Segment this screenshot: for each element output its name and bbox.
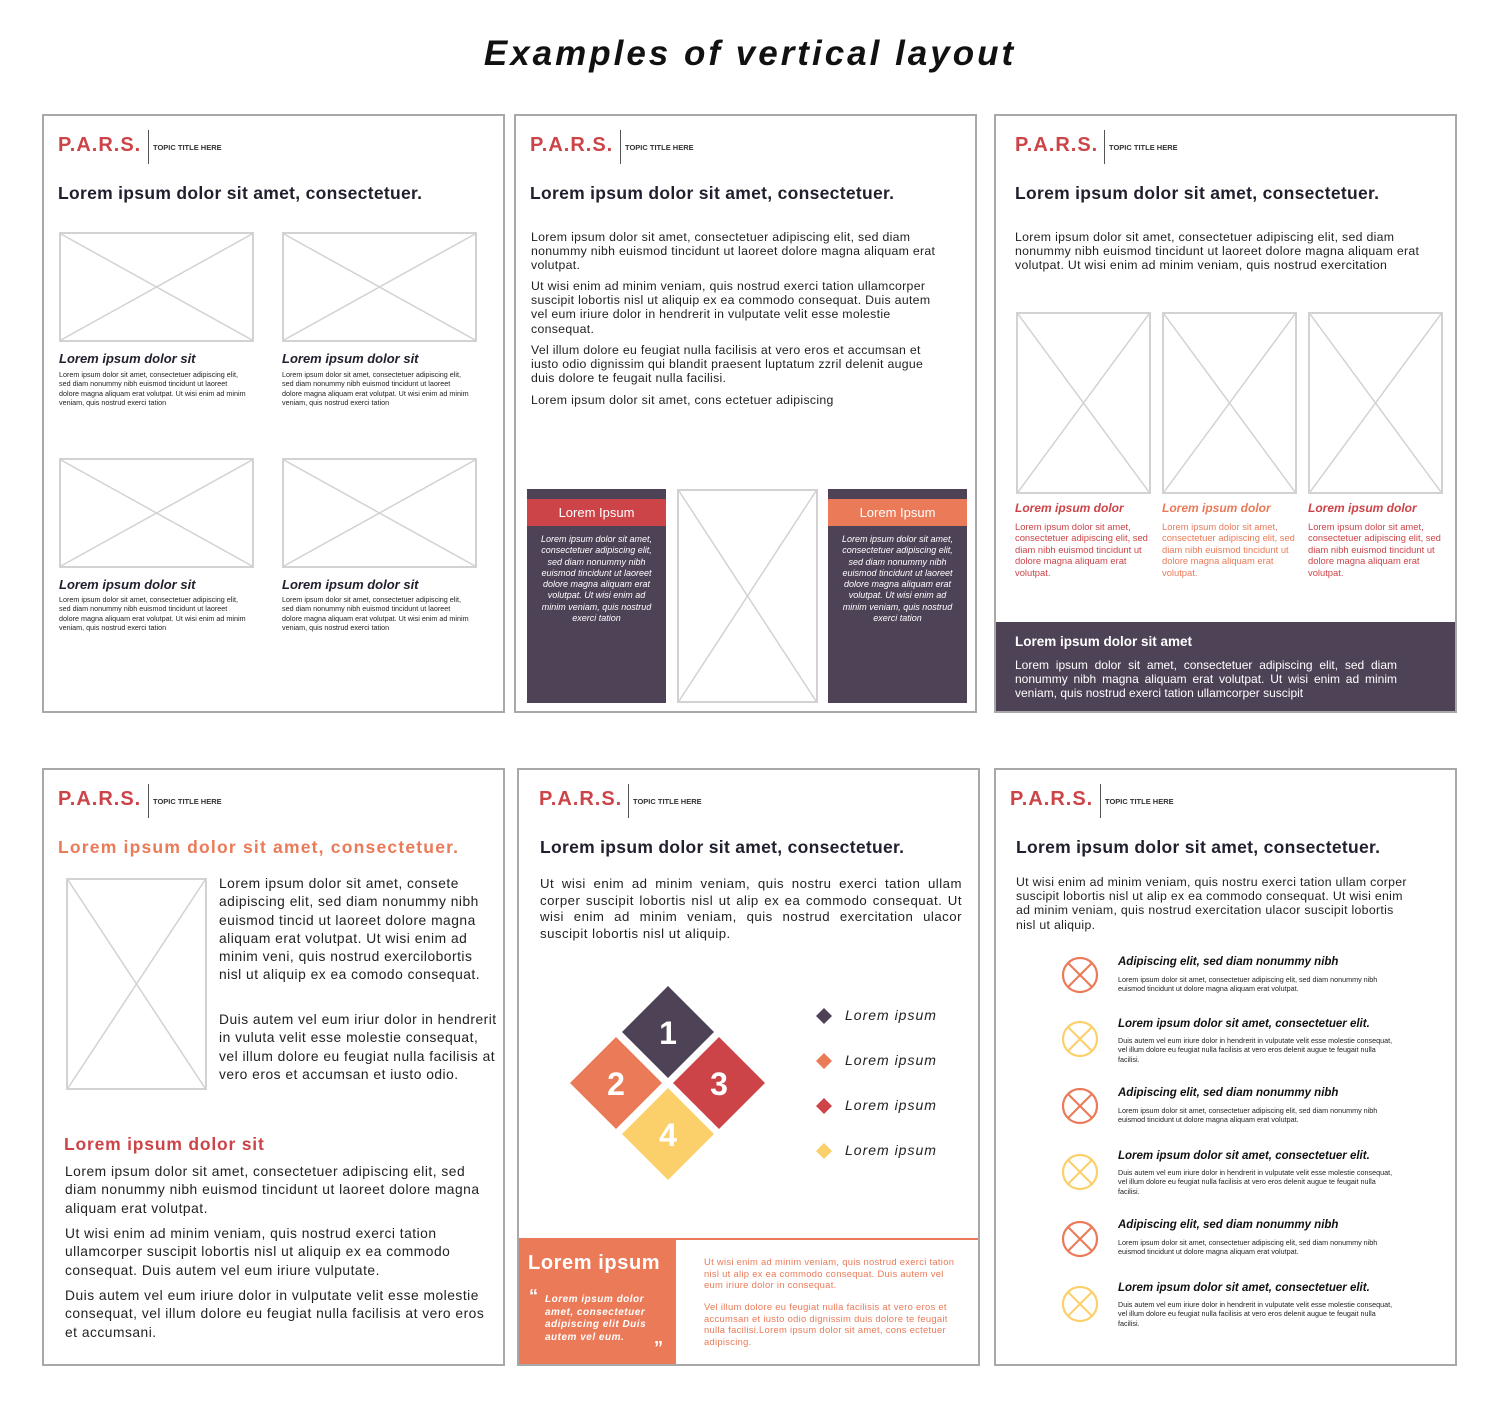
image-placeholder <box>66 878 207 1090</box>
footer-title: Lorem ipsum dolor sit amet <box>1015 634 1193 649</box>
card-caption: Lorem ipsum dolor <box>1162 501 1271 515</box>
topic-title: TOPIC TITLE HERE <box>153 797 222 806</box>
legend-label: Lorem ipsum <box>845 1097 937 1113</box>
panel-heading: Lorem ipsum dolor sit amet, consectetuer. <box>1015 183 1380 203</box>
logo-divider <box>148 130 149 164</box>
close-circle-icon <box>1061 1220 1099 1258</box>
side-paragraph: Lorem ipsum dolor sit amet, consete adipiscing elit, sed diam nonummy nibh euismod tincid ut laoreet dolore magna aliquam erat volutpat. Ut wisi enim ad minim veni, quis nostrud exercilobortis nisl ut aliquip ex ea comodo consequat. <box>219 876 481 983</box>
list-item-title: Lorem ipsum dolor sit amet, consectetuer elit. <box>1118 1018 1370 1030</box>
card-text: Lorem ipsum dolor sit amet, consectetuer adipiscing elit, sed diam nonummy nibh euismod tincidunt ut laoreet dolore magna aliquam erat volutpat. Ut wisi enim ad minim veniam, quis nostrud exerci tation <box>59 595 246 632</box>
logo-divider <box>148 784 149 818</box>
legend-label: Lorem ipsum <box>845 1007 937 1023</box>
legend-diamond-icon <box>815 1142 833 1160</box>
close-circle-icon <box>1061 1153 1099 1191</box>
topic-title: TOPIC TITLE HERE <box>1105 797 1174 806</box>
image-placeholder <box>59 232 254 342</box>
list-item-title: Lorem ipsum dolor sit amet, consectetuer elit. <box>1118 1282 1370 1294</box>
quote-title: Lorem ipsum <box>528 1252 661 1274</box>
image-placeholder <box>1016 312 1151 494</box>
paragraph: Vel illum dolore eu feugiat nulla facilisis at vero eros et accumsan et iusto odio dignissim duis dolore te feugait nulla facilisi.Lorem ipsum dolor sit amet, cons ectetuer adipiscing. <box>704 1301 948 1348</box>
diamond-number: 1 <box>659 1015 677 1051</box>
layout-panel-3 <box>994 114 1457 713</box>
paragraph: Ut wisi enim ad minim veniam, quis nostru exerci tation ullam corper suscipit lobortis nisl ut alip ex ea commodo consequat. Ut wisi enim ad minim veniam, quis nostrud exercitation ulacor suscipit lobortis nisl ut aliquip. <box>540 876 962 941</box>
card-text: Lorem ipsum dolor sit amet, consectetuer adipiscing elit, sed diam nonummy nibh euismod tincidunt ut laoreet dolore magna aliquam erat volutpat. Ut wisi enim ad minim veniam, quis nostrud exerci tation <box>282 595 469 632</box>
close-circle-icon <box>1061 1020 1099 1058</box>
close-quote-icon: ” <box>654 1338 663 1358</box>
image-placeholder <box>282 458 477 568</box>
card-caption: Lorem ipsum dolor sit <box>59 351 196 366</box>
page-title: Examples of vertical layout <box>483 34 1017 73</box>
card-caption: Lorem ipsum dolor sit <box>59 577 196 592</box>
paragraph: Lorem ipsum dolor sit amet, consectetuer adipiscing elit, sed diam nonummy nibh euismod tincidunt ut laoreet dolore magna aliquam erat volutpat. <box>65 1164 480 1216</box>
numbered-diamond-diagram <box>559 980 769 1190</box>
info-box-text: Lorem ipsum dolor sit amet, consectetuer adipiscing elit, sed diam nonummy nibh euismod tincidunt ut laoreet dolore magna aliquam erat volutpat. Ut wisi enim ad minim veniam, quis nostrud exerci tation <box>540 534 653 624</box>
brand-logo: P.A.R.S. <box>530 134 614 156</box>
brand-logo: P.A.R.S. <box>1010 788 1094 810</box>
paragraph: Lorem ipsum dolor sit amet, consectetuer adipiscing elit, sed diam nonummy nibh euismod tincidunt ut laoreet dolore magna aliquam erat volutpat. <box>531 230 936 273</box>
card-caption: Lorem ipsum dolor <box>1308 501 1417 515</box>
image-placeholder <box>1162 312 1297 494</box>
list-item-title: Adipiscing elit, sed diam nonummy nibh <box>1118 1219 1339 1231</box>
diamond-number: 4 <box>659 1117 677 1153</box>
quote-block <box>519 1238 676 1366</box>
layout-panel-5 <box>517 768 980 1366</box>
paragraph: Duis autem vel eum iriure dolor in vulputate velit esse molestie consequat, vel illum dolore eu feugiat nulla facilisis at vero eros et accumsani. <box>65 1288 485 1340</box>
panel-heading: Lorem ipsum dolor sit amet, consectetuer. <box>530 183 895 203</box>
image-placeholder <box>1308 312 1443 494</box>
layout-panel-6 <box>994 768 1457 1366</box>
info-box-title: Lorem Ipsum <box>527 499 666 526</box>
paragraph: Ut wisi enim ad minim veniam, quis nostru exerci tation ullam corper suscipit lobortis nisl ut alip ex ea commodo consequat. Ut wisi enim ad minim veniam, quis nostrud exercitation ulacor suscipit lobortis nisl ut aliquip. <box>1016 875 1407 932</box>
panel-heading: Lorem ipsum dolor sit amet, consectetuer. <box>540 837 905 857</box>
card-text: Lorem ipsum dolor sit amet, consectetuer adipiscing elit, sed diam nonummy nibh euismod tincidunt ut laoreet dolore magna aliquam erat volutpat. Ut wisi enim ad minim veniam, quis nostrud exerci tation <box>59 370 246 407</box>
legend-diamond-icon <box>815 1052 833 1070</box>
brand-logo: P.A.R.S. <box>58 134 142 156</box>
topic-title: TOPIC TITLE HERE <box>625 143 694 152</box>
logo-divider <box>620 130 621 164</box>
info-box-left <box>527 489 666 703</box>
legend-diamond-icon <box>815 1007 833 1025</box>
list-item-text: Duis autem vel eum iriure dolor in hendrerit in vulputate velit esse molestie consequat, vel illum dolore eu feugiat nulla facilisis at vero eros delenit augue te feugait nulla facilisi. <box>1118 1168 1393 1196</box>
close-circle-icon <box>1061 1087 1099 1125</box>
paragraph: Vel illum dolore eu feugiat nulla facilisis at vero eros et accumsan et iusto odio dignissim qui blandit praesent luptatum zzril delenit augue duis dolore te feugait nulla facilisi. <box>531 343 924 386</box>
topic-title: TOPIC TITLE HERE <box>153 143 222 152</box>
card-text: Lorem ipsum dolor sit amet, consectetuer adipiscing elit, sed diam nibh euismod tincidunt ut dolore magna aliquam erat volutpat. <box>1015 521 1148 578</box>
logo-divider <box>628 784 629 818</box>
paragraph: Ut wisi enim ad minim veniam, quis nostrud exerci tation ullamcorper suscipit lobortis nisl ut aliquip ex ea commodo consequat. Duis autem vel eum iriure dolor in hendrerit in vulputate velit esse molestie consequat. <box>531 279 931 336</box>
legend-label: Lorem ipsum <box>845 1142 937 1158</box>
paragraph: Ut wisi enim ad minim veniam, quis nostrud exerci tation nisl ut alip ex ea commodo consequat. Duis autem vel eum iriure dolor in consequat. <box>704 1256 955 1291</box>
topic-title: TOPIC TITLE HERE <box>1109 143 1178 152</box>
diamond-number: 2 <box>607 1066 625 1102</box>
paragraph: Lorem ipsum dolor sit amet, cons ectetuer adipiscing <box>531 393 834 407</box>
close-circle-icon <box>1061 1285 1099 1323</box>
legend-label: Lorem ipsum <box>845 1052 937 1068</box>
card-caption: Lorem ipsum dolor sit <box>282 351 419 366</box>
layout-panel-2 <box>514 114 977 713</box>
list-item-text: Lorem ipsum dolor sit amet, consectetuer adipiscing elit, sed diam nonummy nibh euismod tincidunt ut dolore magna aliquam erat volutpat. <box>1118 975 1378 994</box>
card-text: Lorem ipsum dolor sit amet, consectetuer adipiscing elit, sed diam nibh euismod tincidunt ut dolore magna aliquam erat volutpat. <box>1308 521 1441 578</box>
card-text: Lorem ipsum dolor sit amet, consectetuer adipiscing elit, sed diam nonummy nibh euismod tincidunt ut laoreet dolore magna aliquam erat volutpat. Ut wisi enim ad minim veniam, quis nostrud exerci tation <box>282 370 469 407</box>
diamond-number: 3 <box>710 1066 728 1102</box>
subheading: Lorem ipsum dolor sit <box>64 1134 265 1154</box>
list-item-text: Duis autem vel eum iriure dolor in hendrerit in vulputate velit esse molestie consequat, vel illum dolore eu feugiat nulla facilisis at vero eros delenit augue te feugait nulla facilisi. <box>1118 1300 1393 1328</box>
panel-heading: Lorem ipsum dolor sit amet, consectetuer. <box>1016 837 1381 857</box>
brand-logo: P.A.R.S. <box>1015 134 1099 156</box>
info-box-text: Lorem ipsum dolor sit amet, consectetuer adipiscing elit, sed diam nonummy nibh euismod tincidunt ut laoreet dolore magna aliquam erat volutpat. Ut wisi enim ad minim veniam, quis nostrud exerci tation <box>841 534 954 624</box>
brand-logo: P.A.R.S. <box>539 788 623 810</box>
layout-panel-1 <box>42 114 505 713</box>
list-item-text: Lorem ipsum dolor sit amet, consectetuer adipiscing elit, sed diam nonummy nibh euismod tincidunt ut dolore magna aliquam erat volutpat. <box>1118 1238 1378 1257</box>
list-item-title: Adipiscing elit, sed diam nonummy nibh <box>1118 956 1339 968</box>
topic-title: TOPIC TITLE HERE <box>633 797 702 806</box>
paragraph: Ut wisi enim ad minim veniam, quis nostrud exerci tation ullamcorper suscipit lobortis nisl ut aliquip ex ea commodo consequat. Duis autem vel eum iriure vulputate. <box>65 1226 451 1278</box>
footer-band <box>996 622 1457 713</box>
panel-heading: Lorem ipsum dolor sit amet, consectetuer. <box>58 183 423 203</box>
card-caption: Lorem ipsum dolor sit <box>282 577 419 592</box>
side-paragraph: Duis autem vel eum iriur dolor in hendrerit in vuluta velit esse molestie consequat, vel illum dolore eu feugiat nulla facilisis at vero eros et accumsan et iusto odio. <box>219 1012 497 1082</box>
panel-heading: Lorem ipsum dolor sit amet, consectetuer. <box>58 837 460 857</box>
image-placeholder <box>59 458 254 568</box>
paragraph: Lorem ipsum dolor sit amet, consectetuer adipiscing elit, sed diam nonummy nibh euismod tincidunt ut laoreet dolore magna aliquam erat volutpat. Ut wisi enim ad minim veniam, quis nostrud exercitation <box>1015 230 1420 273</box>
logo-divider <box>1104 130 1105 164</box>
card-text: Lorem ipsum dolor sit amet, consectetuer adipiscing elit, sed diam nibh euismod tincidunt ut dolore magna aliquam erat volutpat. <box>1162 521 1295 578</box>
logo-divider <box>1100 784 1101 818</box>
open-quote-icon: “ <box>529 1286 538 1306</box>
layout-panel-4 <box>42 768 505 1366</box>
footer-text: Lorem ipsum dolor sit amet, consectetuer adipiscing elit, sed diam nonummy nibh magna aliquam erat volutpat. Ut wisi enim ad minim veniam, quis nostrud exerci tation ullamcorper suscipit <box>1015 658 1397 701</box>
list-item-title: Lorem ipsum dolor sit amet, consectetuer elit. <box>1118 1150 1370 1162</box>
info-box-right <box>828 489 967 703</box>
list-item-text: Lorem ipsum dolor sit amet, consectetuer adipiscing elit, sed diam nonummy nibh euismod tincidunt ut dolore magna aliquam erat volutpat. <box>1118 1106 1378 1125</box>
image-placeholder <box>282 232 477 342</box>
quote-text: Lorem ipsum dolor amet, consectetuer adipiscing elit Duis autem vel eum. <box>545 1294 647 1343</box>
close-circle-icon <box>1061 956 1099 994</box>
brand-logo: P.A.R.S. <box>58 788 142 810</box>
card-caption: Lorem ipsum dolor <box>1015 501 1124 515</box>
list-item-title: Adipiscing elit, sed diam nonummy nibh <box>1118 1087 1339 1099</box>
legend-diamond-icon <box>815 1097 833 1115</box>
image-placeholder <box>677 489 818 703</box>
list-item-text: Duis autem vel eum iriure dolor in hendrerit in vulputate velit esse molestie consequat, vel illum dolore eu feugiat nulla facilisis at vero eros delenit augue te feugait nulla facilisi. <box>1118 1036 1393 1064</box>
info-box-title: Lorem Ipsum <box>828 499 967 526</box>
